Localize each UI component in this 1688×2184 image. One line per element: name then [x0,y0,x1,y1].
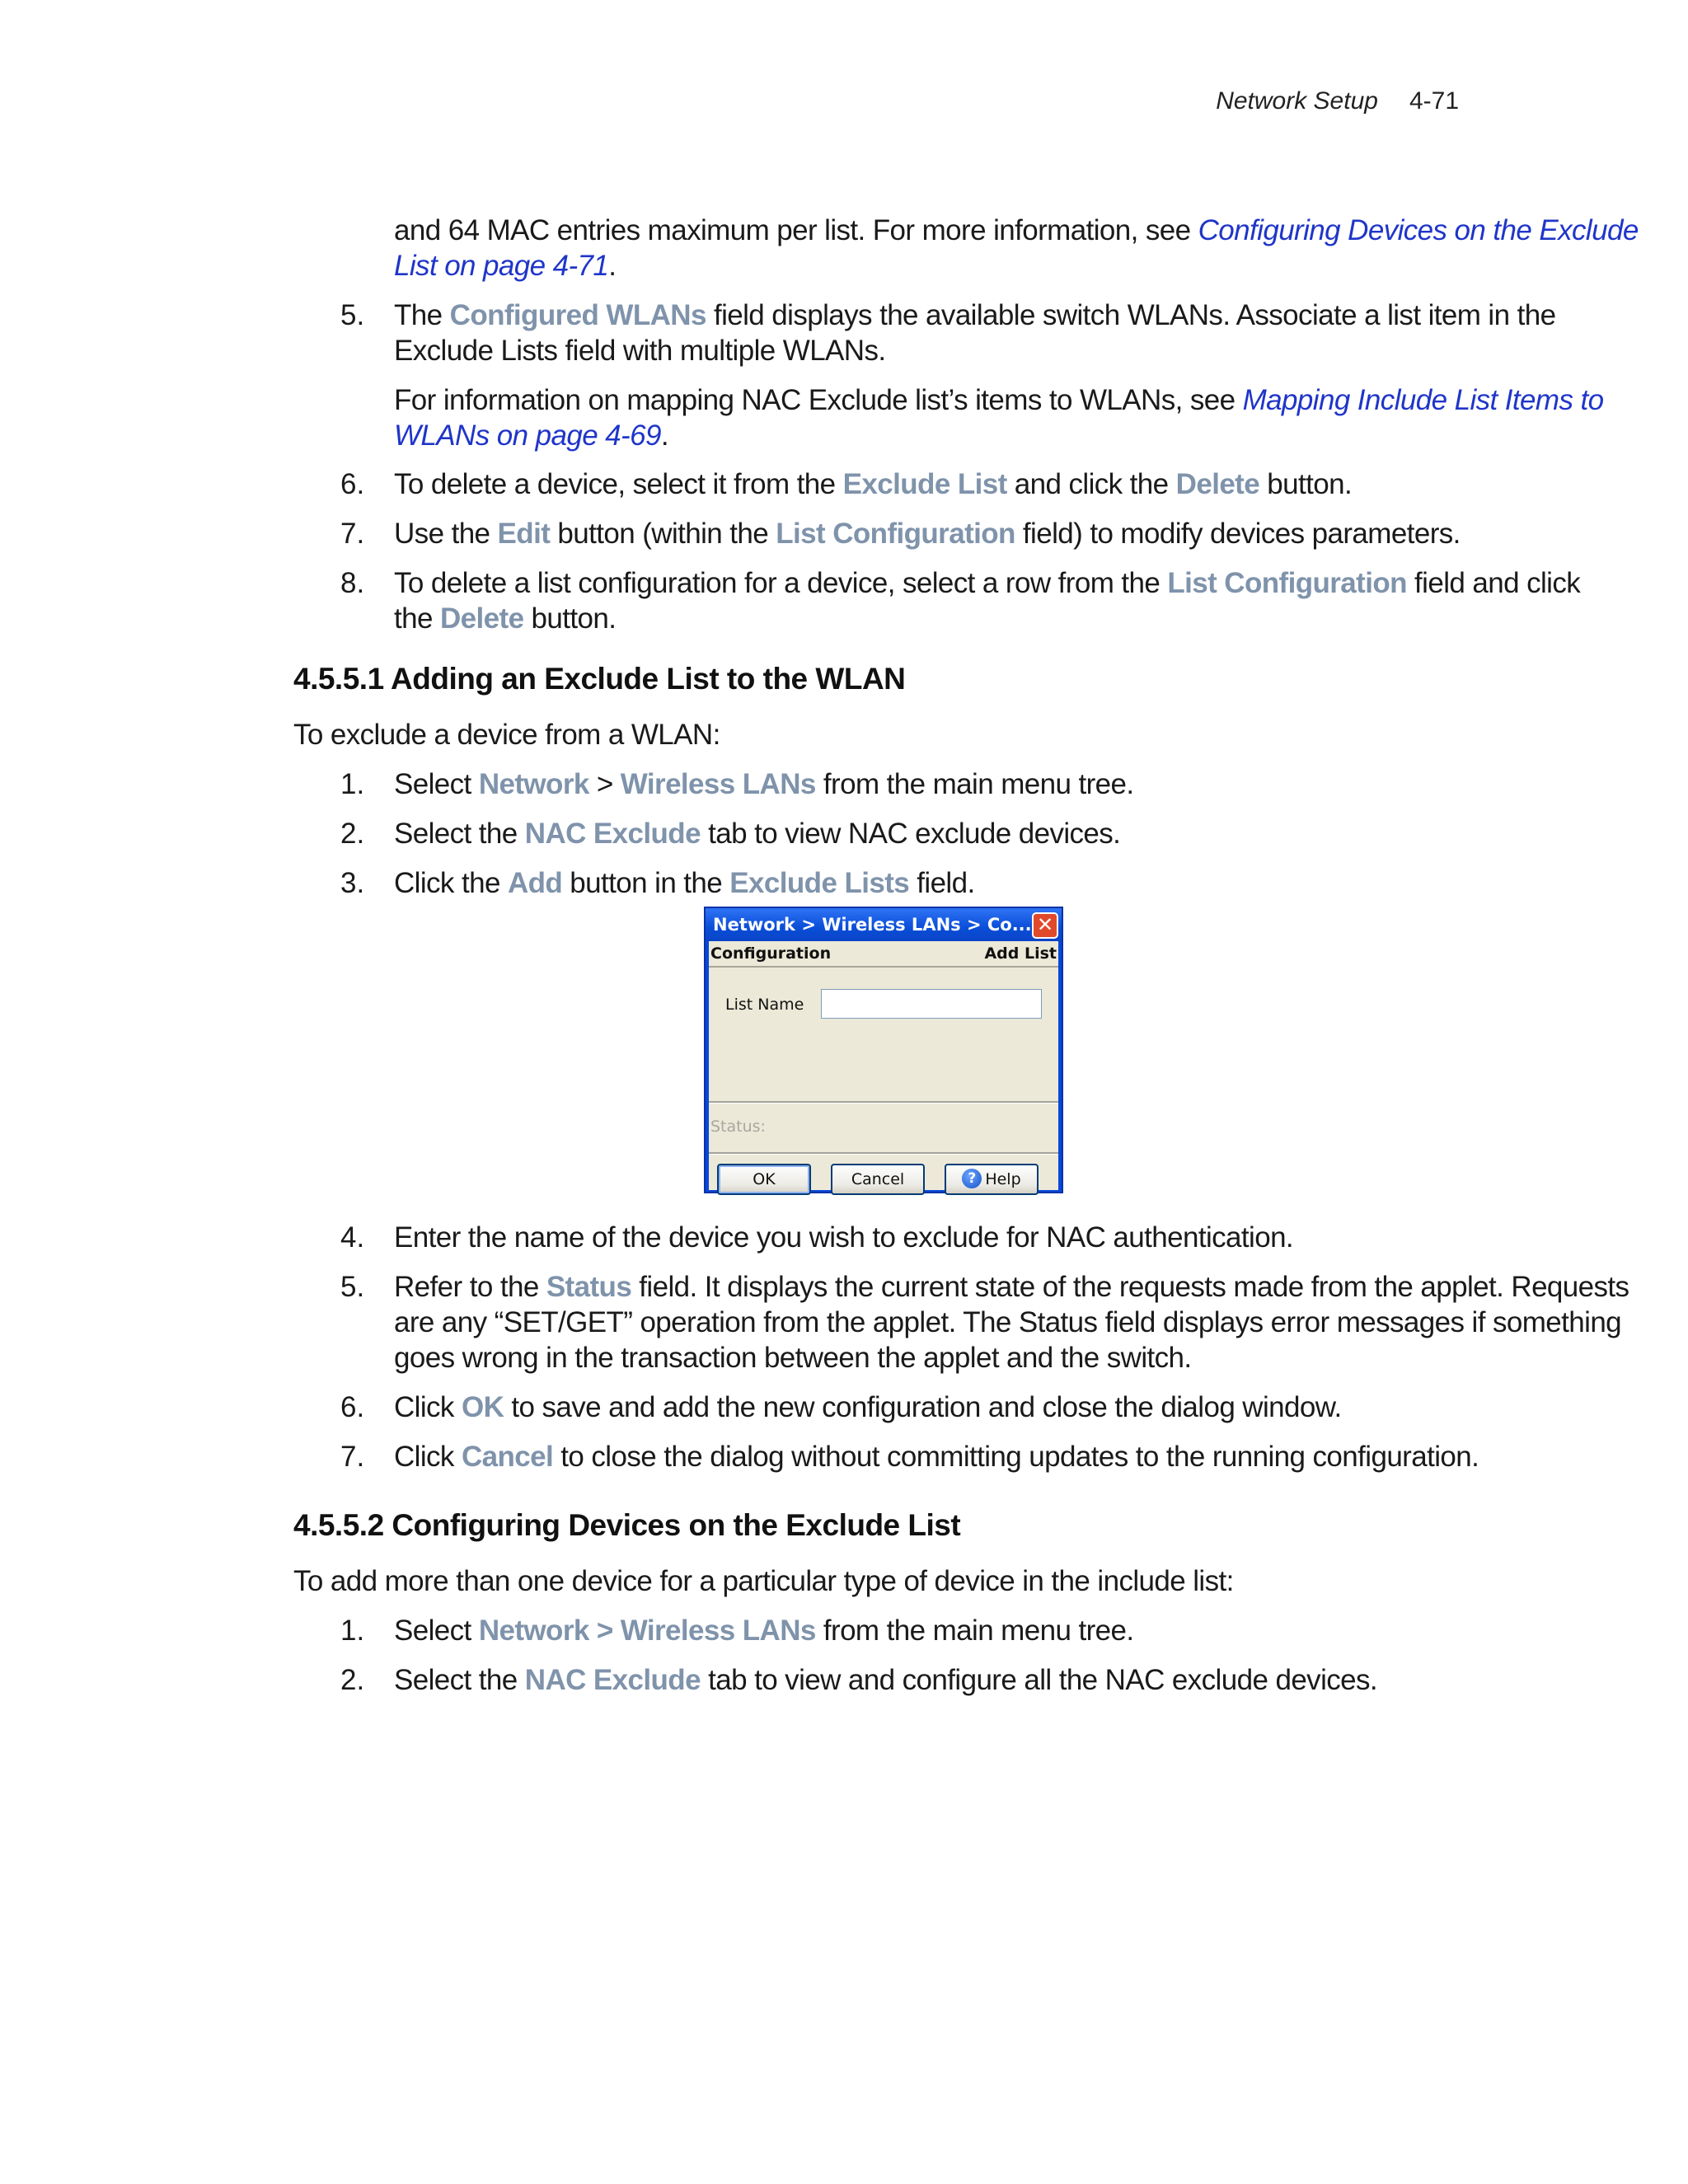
step-text: Use the [394,518,498,550]
add-list-dialog [704,907,1063,1193]
ui-term: Network > Wireless LANs [478,1615,816,1647]
step-number: 5. [340,1271,365,1303]
ui-term: Exclude List [842,468,1007,500]
ok-button[interactable]: OK [717,1164,811,1195]
section-heading-4-5-5-1: 4.5.5.1 Adding an Exclude List to the WLAN [293,662,906,696]
dialog-body [709,941,1058,1190]
ui-term: List Configuration [776,518,1015,550]
step-text: Refer to the [394,1271,546,1303]
step-text: to close the dialog without committing updates to the running configuration. [553,1441,1479,1473]
ui-term: OK [461,1391,504,1423]
link-mapping-include-list[interactable]: Mapping Include List Items to [1242,384,1604,416]
s1-step-5-line-3: goes wrong in the transaction between the applet and the switch. [394,1342,1192,1374]
step-number: 3. [340,867,365,899]
step-6 [394,466,1352,502]
intro-end: . [608,250,617,282]
section-1-intro: To exclude a device from a WLAN: [293,719,720,751]
step-number: 6. [340,468,365,500]
step-text: from the main menu tree. [815,768,1134,800]
step-text: Select the [394,818,525,850]
cancel-button[interactable]: Cancel [831,1164,925,1195]
section-heading-4-5-5-2: 4.5.5.2 Configuring Devices on the Exclude List [293,1508,961,1542]
link-mapping-page[interactable]: WLANs on page 4-69 [394,419,661,452]
step-text: To delete a list configuration for a device, select a row from the [394,567,1168,599]
step-text: field) to modify devices parameters. [1015,518,1461,550]
step-text: Select [394,768,479,800]
divider [709,1152,1058,1155]
step-text: button in the [562,867,730,899]
ui-term: NAC Exclude [524,1664,701,1696]
help-label: Help [985,1170,1021,1188]
section-2-intro: To add more than one device for a particular type of device in the include list: [293,1565,1234,1597]
ui-term: List Configuration [1167,567,1407,599]
divider [709,1101,1058,1104]
list-name-label: List Name [725,996,804,1014]
dialog-title: Network > Wireless LANs > Co... [706,908,1062,941]
s1-step-4: Enter the name of the device you wish to exclude for NAC authentication. [394,1221,1294,1254]
header-page-number: 4-71 [1409,87,1459,115]
step-text: and click the [1006,468,1176,500]
step-text: button. [523,602,617,635]
ui-term: Configured WLANs [449,299,706,331]
note-end: . [660,419,668,452]
configuration-label: Configuration [710,944,832,963]
ui-term: Exclude Lists [729,867,910,899]
s2-step-2 [394,1662,1377,1698]
status-label: Status: [710,1118,766,1136]
step-number: 7. [340,1441,365,1473]
s1-step-1 [394,766,1134,802]
step-text: Click [394,1391,462,1423]
step-5-line-2: Exclude Lists field with multiple WLANs. [394,335,886,367]
configuration-bar [709,941,1058,968]
step-text: field. [909,867,975,899]
step-text: field and click [1406,567,1581,599]
ui-term: NAC Exclude [524,818,701,850]
ui-term: Status [546,1271,632,1303]
help-icon: ? [962,1169,982,1188]
ui-term: Add [507,867,563,899]
step-text: to save and add the new configuration and close the dialog window. [504,1391,1342,1423]
step-text: > [588,768,621,800]
s1-step-2 [394,816,1120,851]
ui-term: Cancel [461,1441,554,1473]
intro-line-2 [394,248,616,284]
step-number: 7. [340,518,365,550]
ui-term: Network [478,768,589,800]
step-number: 2. [340,1664,365,1696]
note-text: For information on mapping NAC Exclude list’s items to WLANs, see [394,384,1243,416]
s1-step-5-line-1 [394,1269,1629,1305]
intro-line-1 [394,213,1639,248]
step-number: 8. [340,567,365,599]
step-text: Click [394,1441,462,1473]
link-configuring-devices[interactable]: Configuring Devices on the Exclude [1198,214,1639,246]
step-number: 1. [340,768,365,800]
ui-term: Wireless LANs [620,768,816,800]
s1-step-6 [394,1390,1342,1425]
step-number: 6. [340,1391,365,1423]
step-text: field. It displays the current state of the requests made from the applet. Requests [631,1271,1629,1303]
link-configuring-devices-page[interactable]: List on page 4-71 [394,250,609,282]
mapping-note-line-1 [394,382,1603,418]
intro-text: and 64 MAC entries maximum per list. For more information, see [394,214,1198,246]
step-number: 5. [340,299,365,331]
step-text: Click the [394,867,508,899]
mapping-note-line-2 [394,418,668,453]
ui-term: Delete [439,602,524,635]
step-text: the [394,602,440,635]
s1-step-3 [394,865,975,901]
step-8-line-1 [394,565,1580,601]
step-text: button (within the [550,518,776,550]
ui-term: Edit [497,518,551,550]
close-icon[interactable]: ✕ [1032,912,1058,939]
step-text: from the main menu tree. [815,1615,1134,1647]
step-number: 4. [340,1221,365,1254]
step-text: tab to view NAC exclude devices. [700,818,1121,850]
step-text: Select the [394,1664,525,1696]
s1-step-7 [394,1439,1479,1474]
step-8-line-2 [394,601,616,636]
running-header [1071,87,1459,124]
step-number: 2. [340,818,365,850]
help-button[interactable] [945,1164,1039,1195]
step-text: The [394,299,450,331]
s2-step-1 [394,1613,1134,1648]
ui-term: Delete [1175,468,1260,500]
step-number: 1. [340,1615,365,1647]
add-list-label: Add List [984,944,1057,963]
step-text: field displays the available switch WLANs. Associate a list item in the [706,299,1556,331]
step-text: Select [394,1615,479,1647]
step-text: button. [1259,468,1353,500]
step-5-line-1 [394,298,1555,333]
step-text: To delete a device, select it from the [394,468,843,500]
step-7 [394,516,1461,551]
header-section-title: Network Setup [1216,87,1378,115]
step-text: tab to view and configure all the NAC exclude devices. [700,1664,1378,1696]
s1-step-5-line-2: are any “SET/GET” operation from the applet. The Status field displays error messages if something [394,1306,1622,1338]
list-name-input[interactable] [821,989,1042,1019]
